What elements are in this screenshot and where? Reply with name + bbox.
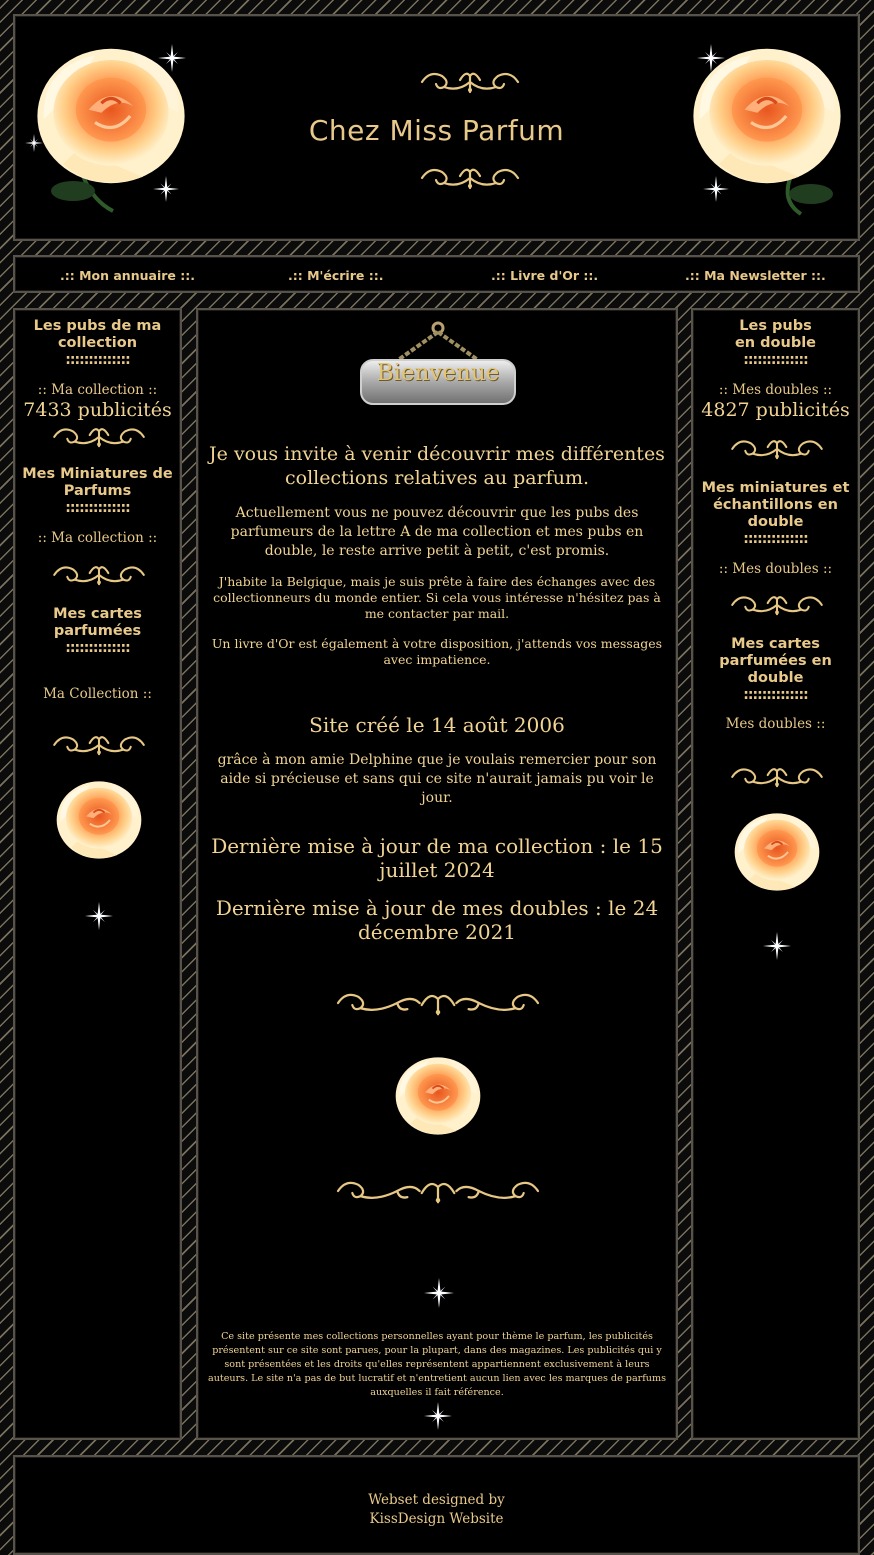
ornament-icon (419, 66, 521, 96)
sparkle-icon (763, 932, 791, 960)
sparkle-icon (85, 902, 113, 930)
footer (13, 1455, 860, 1555)
footer-credit-line1: Webset designed by (368, 1492, 505, 1508)
doubles-count: 4827 publicités (701, 399, 850, 421)
ornament-icon (48, 730, 150, 758)
exchange-paragraph: J'habite la Belgique, mais je suis prête à faire des échanges avec des collectionneurs du monde entier. Si cela vous intéresse n'hésitez pas à me contacter par mail. (213, 574, 661, 621)
link-mes-doubles-miniatures[interactable]: :: Mes doubles :: (718, 561, 833, 577)
ornament-icon (48, 560, 150, 588)
section-title-pubs-double: Les pubs en double :::::::::::::: (734, 318, 817, 368)
site-created: Site créé le 14 août 2006 (309, 713, 565, 737)
publicites-count: 7433 publicités (23, 399, 172, 421)
rose-icon (392, 1048, 484, 1144)
ornament-icon (726, 434, 828, 462)
update-collection: Dernière mise à jour de ma collection : le 15 juillet 2024 (211, 834, 663, 882)
ornament-icon (336, 986, 540, 1018)
sparkle-icon (424, 1278, 454, 1308)
nav-mon-annuaire[interactable]: .:: Mon annuaire ::. (60, 268, 195, 283)
ornament-icon (419, 162, 521, 192)
section-title-miniatures-double: Mes miniatures et échantillons en double :::::::::::::: (701, 480, 850, 547)
nav-livre-d-or[interactable]: .:: Livre d'Or ::. (491, 268, 599, 283)
rose-icon (53, 772, 145, 868)
intro-paragraph: Actuellement vous ne pouvez découvrir que les pubs des parfumeurs de la lettre A de ma collection et mes pubs en double, le reste arrive petit à petit, c'est promis. (230, 505, 644, 559)
guestbook-paragraph: Un livre d'Or est également à votre disposition, j'attends vos messages avec impatience. (211, 636, 663, 667)
main-nav (13, 255, 860, 293)
header-banner (13, 14, 860, 241)
link-ma-collection-pubs[interactable]: :: Ma collection :: (37, 382, 158, 398)
section-title-pubs-collection: Les pubs de ma collection :::::::::::::: (33, 318, 162, 368)
ornament-icon (726, 590, 828, 618)
link-mes-doubles-cartes[interactable]: Mes doubles :: (725, 716, 826, 732)
rose-icon (731, 804, 823, 900)
nav-m-ecrire[interactable]: .:: M'écrire ::. (288, 268, 384, 283)
section-title-miniatures: Mes Miniatures de Parfums :::::::::::::: (22, 466, 173, 516)
thanks-paragraph: grâce à mon amie Delphine que je voulais remercier pour son aide si précieuse et sans qui ce site n'aurait jamais pu voir le jour. (217, 752, 657, 806)
welcome-sign-label: Bienvenue (376, 360, 500, 386)
left-sidebar (13, 308, 182, 1440)
sparkle-icon (424, 1402, 452, 1430)
nav-ma-newsletter[interactable]: .:: Ma Newsletter ::. (685, 268, 826, 283)
site-title: Chez Miss Parfum (308, 114, 565, 147)
ornament-icon (48, 422, 150, 450)
main-content (196, 308, 678, 1440)
disclaimer: Ce site présente mes collections personnelles ayant pour thème le parfum, les publicités présentent sur ce site sont parues, pour la plupart, dans des magazines. Les publicités qui y sont présentées et les droits qu'elles représentent appartiennent exclusivement à leurs auteurs. Le site n'a pas de but lucratif et n'entretient aucun lien avec les marques de parfums auxquelles il fait référence. (207, 1331, 667, 1398)
section-title-cartes-double: Mes cartes parfumées en double :::::::::::::: (719, 636, 832, 703)
link-ma-collection-cartes[interactable]: Ma Collection :: (43, 686, 152, 702)
link-mes-doubles-pubs[interactable]: :: Mes doubles :: (718, 382, 833, 398)
ornament-icon (336, 1174, 540, 1206)
intro-heading: Je vous invite à venir découvrir mes différentes collections relatives au parfum. (209, 443, 665, 489)
update-doubles: Dernière mise à jour de mes doubles : le 24 décembre 2021 (215, 896, 659, 944)
right-sidebar (691, 308, 860, 1440)
ornament-icon (726, 762, 828, 790)
section-title-cartes: Mes cartes parfumées :::::::::::::: (53, 606, 142, 656)
footer-credit-line2[interactable]: KissDesign Website (369, 1511, 504, 1527)
link-ma-collection-miniatures[interactable]: :: Ma collection :: (37, 530, 158, 546)
